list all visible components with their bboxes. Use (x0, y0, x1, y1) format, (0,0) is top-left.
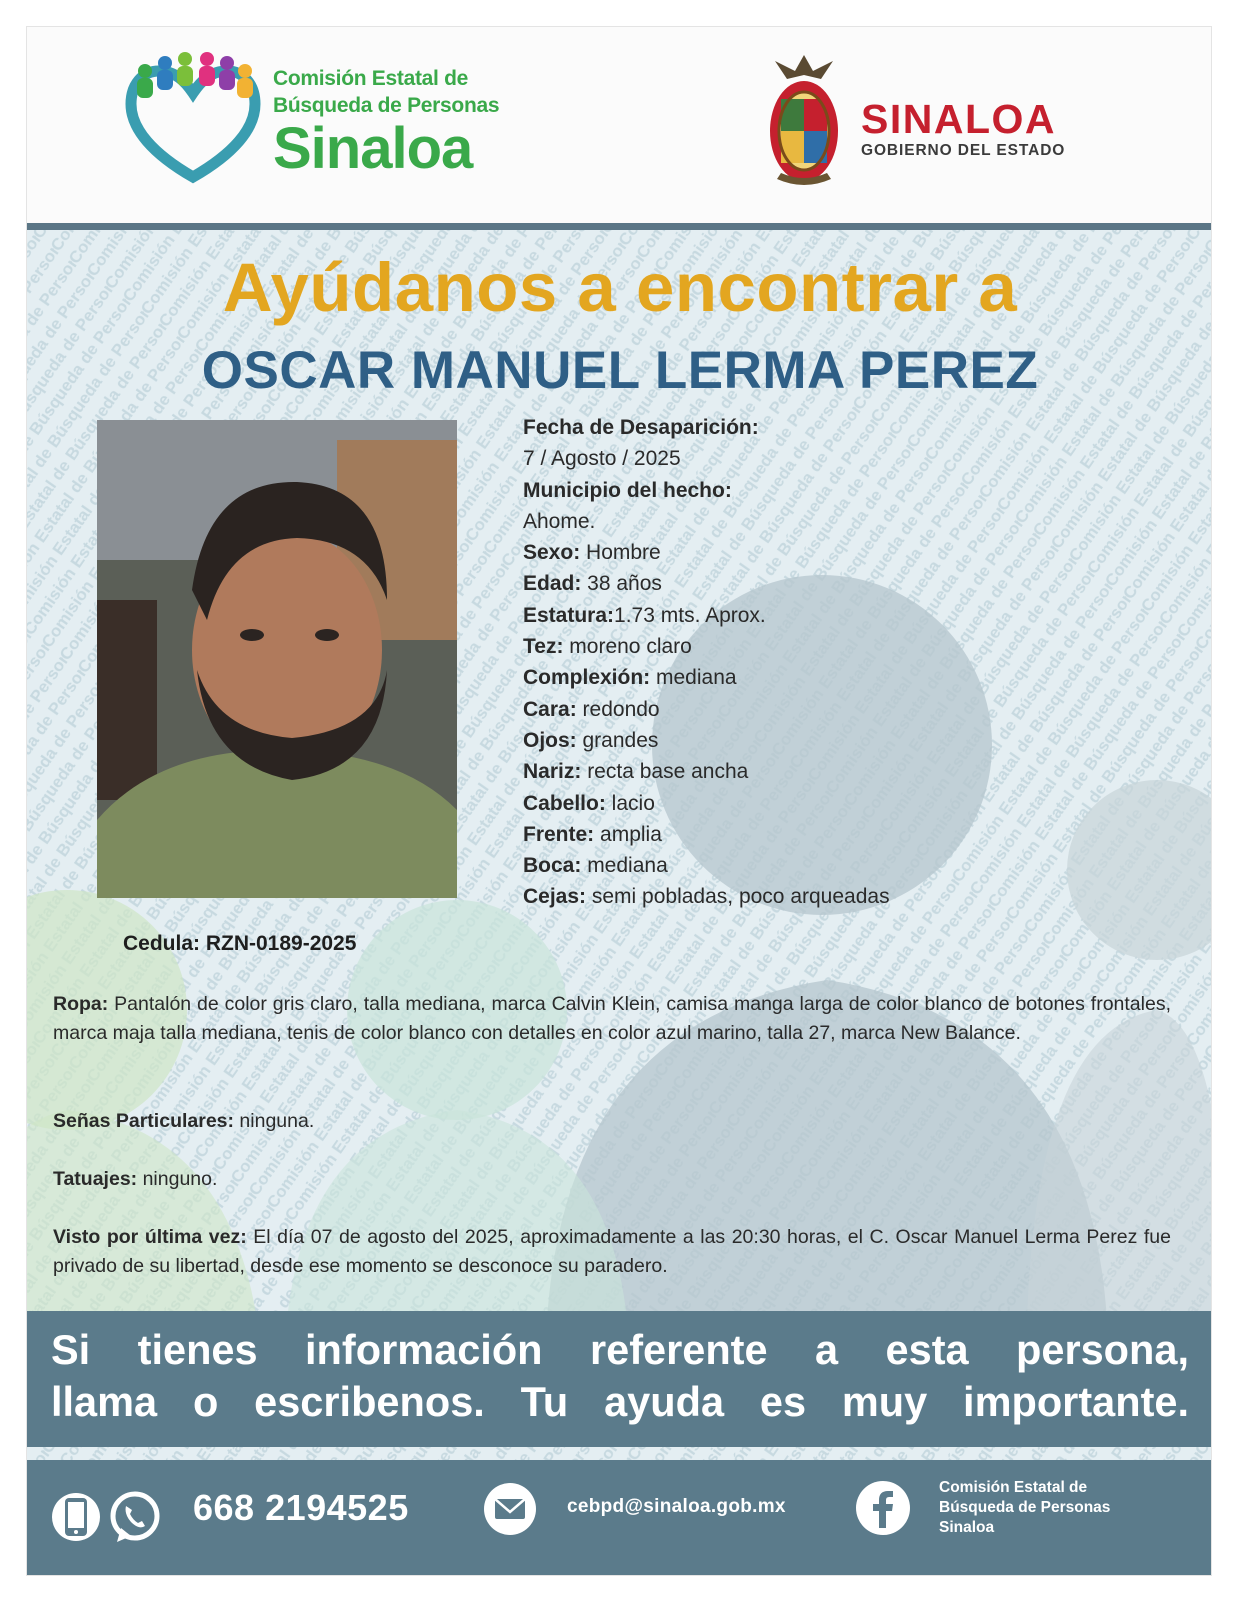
detail-cabello: Cabello: lacio (523, 791, 655, 815)
detail-estatura: Estatura:1.73 mts. Aprox. (523, 603, 766, 627)
headline: Ayúdanos a encontrar a (222, 249, 1018, 326)
missing-person-photo (97, 420, 457, 898)
gov-name: SINALOA (861, 96, 1056, 142)
senas-paragraph: Señas Particulares: ninguna. (53, 1110, 315, 1132)
detail-nariz: Nariz: recta base ancha (523, 760, 749, 784)
fecha-value: 7 / Agosto / 2025 (523, 447, 681, 471)
detail-tez: Tez: moreno claro (523, 635, 692, 659)
cebp-heart-logo-icon (123, 49, 263, 189)
municipio-value: Ahome. (523, 509, 596, 533)
detail-cara: Cara: redondo (523, 697, 660, 721)
cedula-number: Cedula: RZN-0189-2025 (123, 932, 357, 955)
org-line-2: Búsqueda de Personas (273, 94, 500, 117)
municipio-label: Municipio del hecho: (523, 478, 732, 502)
email-address[interactable]: cebpd@sinaloa.gob.mx (567, 1496, 786, 1517)
detail-cejas: Cejas: semi pobladas, poco arqueadas (523, 885, 890, 909)
facebook-icon (855, 1480, 911, 1536)
tatuajes-paragraph: Tatuajes: ninguno. (53, 1168, 218, 1190)
org-line-1: Comisión Estatal de (273, 67, 469, 90)
cebp-logo-text (273, 65, 499, 179)
sinaloa-coat-of-arms-icon (767, 51, 841, 189)
detail-edad: Edad: 38 años (523, 572, 662, 596)
detail-boca: Boca: mediana (523, 854, 668, 878)
cta-line-1: Si tienes información referente a esta persona, (51, 1326, 1189, 1373)
detail-complexion: Complexión: mediana (523, 666, 737, 690)
phone-number[interactable]: 668 2194525 (193, 1487, 409, 1528)
government-logo-text (861, 97, 1065, 161)
contact-footer (27, 1460, 1212, 1576)
gov-subtitle: GOBIERNO DEL ESTADO (861, 142, 1066, 159)
email-icon (483, 1482, 537, 1536)
ropa-paragraph: Ropa: Pantalón de color gris claro, talla mediana, marca Calvin Klein, camisa manga larga de color blanco de botones frontales, marca maja talla mediana, tenis de color blanco con detalles en color azul marino, talla 27, marca New Balance. (53, 993, 1171, 1044)
call-to-action-band (27, 1311, 1212, 1447)
header-divider (27, 223, 1212, 230)
visto-paragraph: Visto por última vez: El día 07 de agosto del 2025, aproximadamente a las 20:30 horas, el C. Oscar Manuel Lerma Perez fue privado de su libertad, desde ese momento se desconoce su paradero. (53, 1226, 1171, 1277)
fecha-label: Fecha de Desaparición: (523, 416, 759, 439)
whatsapp-icon (109, 1490, 161, 1544)
facebook-page-name[interactable]: Comisión Estatal de Búsqueda de Personas Sinaloa (939, 1479, 1111, 1536)
missing-person-poster (26, 26, 1212, 1576)
detail-frente: Frente: amplia (523, 822, 662, 846)
org-name: Sinaloa (273, 116, 473, 181)
detail-sexo: Sexo: Hombre (523, 541, 661, 565)
mobile-phone-icon (51, 1490, 101, 1544)
poster-header (27, 27, 1212, 223)
detail-ojos: Ojos: grandes (523, 728, 659, 752)
cta-line-2: llama o escribenos. Tu ayuda es muy importante. (51, 1378, 1189, 1425)
missing-person-name: OSCAR MANUEL LERMA PEREZ (201, 341, 1039, 400)
details-block (523, 412, 1163, 913)
